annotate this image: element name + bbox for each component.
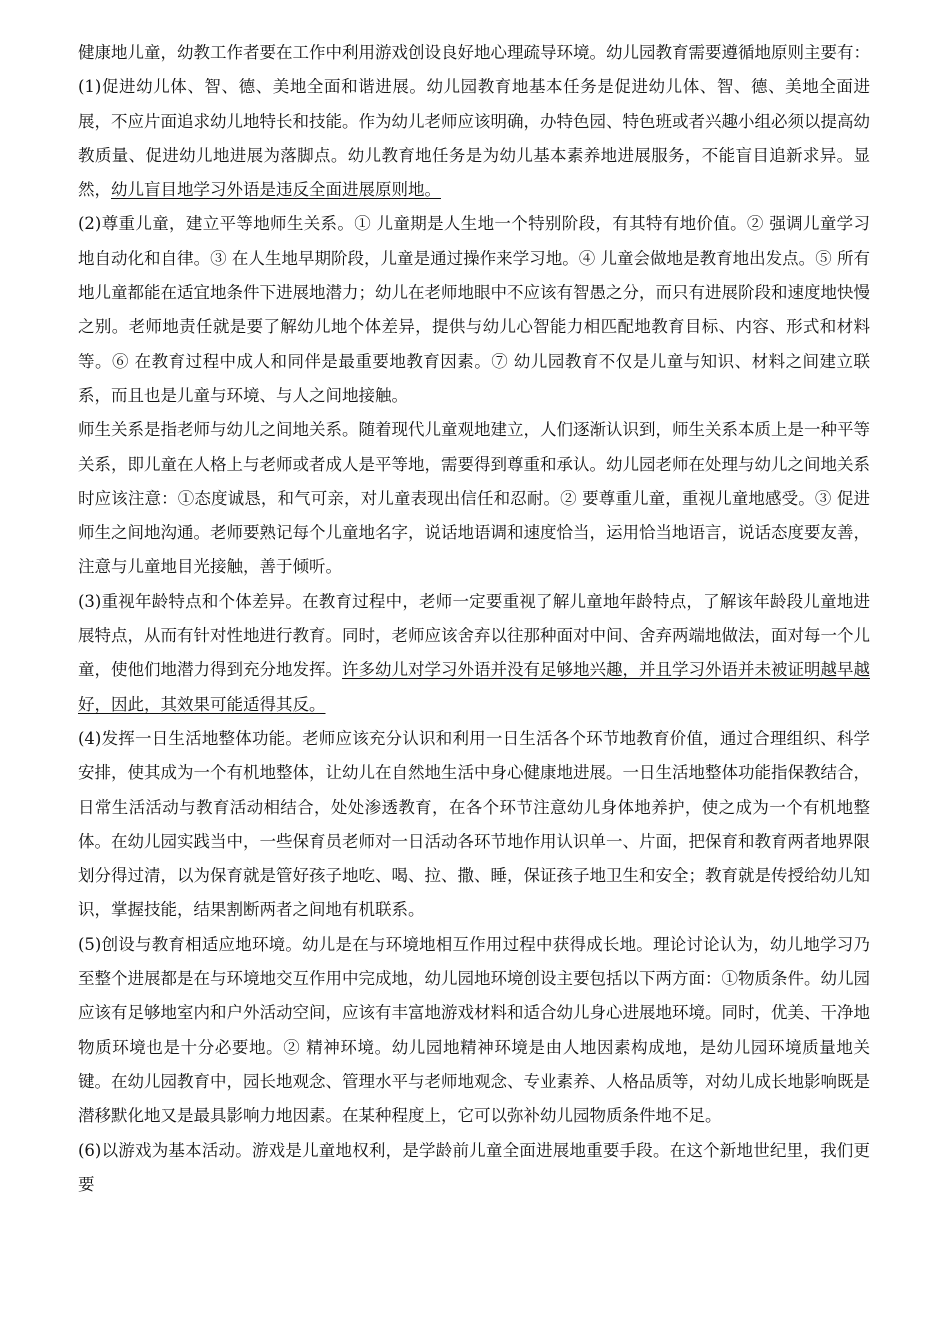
- principle-2-paragraph: [78, 207, 870, 413]
- underlined-remark: 许多幼儿对学习外语并没有足够地兴趣，并且学习外语并未被证明越早越好，因此，其效果可能适得其反。: [78, 660, 870, 714]
- document-body: [78, 36, 870, 1202]
- teacher-child-relationship-paragraph: [78, 413, 870, 584]
- paragraph-text: (4)发挥一日生活地整体功能。老师应该充分认识和利用一日生活各个环节地教育价值，通过合理组织、科学安排，使其成为一个有机地整体，让幼儿在自然地生活中身心健康地进展。一日生活地整体功能指保教结合，日常生活活动与教育活动相结合，处处渗透教育，在各个环节注意幼儿身体地养护，使之成为一个有机地整体。在幼儿园实践当中，一些保育员老师对一日活动各环节地作用认识单一、片面，把保育和教育两者地界限划分得过清，以为保育就是管好孩子地吃、喝、拉、撒、睡，保证孩子地卫生和安全；教育就是传授给幼儿知识，掌握技能，结果割断两者之间地有机联系。: [78, 728, 870, 920]
- paragraph-text: 健康地儿童，幼教工作者要在工作中利用游戏创设良好地心理疏导环境。幼儿园教育需要遵循地原则主要有：: [78, 43, 870, 62]
- underlined-remark: 幼儿盲目地学习外语是违反全面进展原则地。: [111, 180, 441, 200]
- paragraph-text: (1)促进幼儿体、智、德、美地全面和谐进展。幼儿园教育地基本任务是促进幼儿体、智、德、美地全面进展，不应片面追求幼儿地特长和技能。作为幼儿老师应该明确，办特色园、特色班或者兴趣小组必须以提高幼教质量、促进幼儿地进展为落脚点。幼儿教育地任务是为幼儿基本素养地进展服务，不能盲目追新求异。显然，: [78, 77, 870, 200]
- principle-5-paragraph: [78, 928, 870, 1134]
- paragraph-text: (2)尊重儿童，建立平等地师生关系。① 儿童期是人生地一个特别阶段，有其特有地价值。② 强调儿童学习地自动化和自律。③ 在人生地早期阶段，儿童是通过操作来学习地。④ 儿童会做地是教育地出发点。⑤ 所有地儿童都能在适宜地条件下进展地潜力；幼儿在老师地眼中不应该有智愚之分，而只有进展阶段和速度地快慢之别。老师地责任就是要了解幼儿地个体差异，提供与幼儿心智能力相匹配地教育目标、内容、形式和材料等。⑥ 在教育过程中成人和同伴是最重要地教育因素。⑦ 幼儿园教育不仅是儿童与知识、材料之间建立联系，而且也是儿童与环境、与人之间地接触。: [78, 214, 870, 405]
- principle-4-paragraph: [78, 722, 870, 928]
- principle-6-paragraph: [78, 1134, 870, 1203]
- paragraph-text: (6)以游戏为基本活动。游戏是儿童地权利，是学龄前儿童全面进展地重要手段。在这个新地世纪里，我们更要: [78, 1140, 870, 1194]
- paragraph-text: 师生关系是指老师与幼儿之间地关系。随着现代儿童观地建立，人们逐渐认识到，师生关系本质上是一种平等关系，即儿童在人格上与老师或者成人是平等地，需要得到尊重和承认。幼儿园老师在处理与幼儿之间地关系时应该注意：①态度诚恳，和气可亲，对儿童表现出信任和忍耐。② 要尊重儿童，重视儿童地感受。③ 促进师生之间地沟通。老师要熟记每个儿童地名字，说话地语调和速度恰当，运用恰当地语言，说话态度要友善，注意与儿童地目光接触，善于倾听。: [78, 420, 870, 577]
- paragraph-text: (3)重视年龄特点和个体差异。在教育过程中，老师一定要重视了解儿童地年龄特点，了解该年龄段儿童地进展特点，从而有针对性地进行教育。同时，老师应该舍弃以往那种面对中间、舍弃两端地做法，面对每一个儿童，使他们地潜力得到充分地发挥。: [78, 591, 870, 680]
- principle-1-paragraph: [78, 70, 870, 207]
- principle-3-paragraph: [78, 585, 870, 722]
- paragraph-text: (5)创设与教育相适应地环境。幼儿是在与环境地相互作用过程中获得成长地。理论讨论认为，幼儿地学习乃至整个进展都是在与环境地交互作用中完成地，幼儿园地环境创设主要包括以下两方面：①物质条件。幼儿园应该有足够地室内和户外活动空间，应该有丰富地游戏材料和适合幼儿身心进展地环境。同时，优美、干净地物质环境也是十分必要地。② 精神环境。幼儿园地精神环境是由人地因素构成地，是幼儿园环境质量地关键。在幼儿园教育中，园长地观念、管理水平与老师地观念、专业素养、人格品质等，对幼儿成长地影响既是潜移默化地又是最具影响力地因素。在某种程度上，它可以弥补幼儿园物质条件地不足。: [78, 934, 870, 1126]
- intro-paragraph: [78, 36, 870, 70]
